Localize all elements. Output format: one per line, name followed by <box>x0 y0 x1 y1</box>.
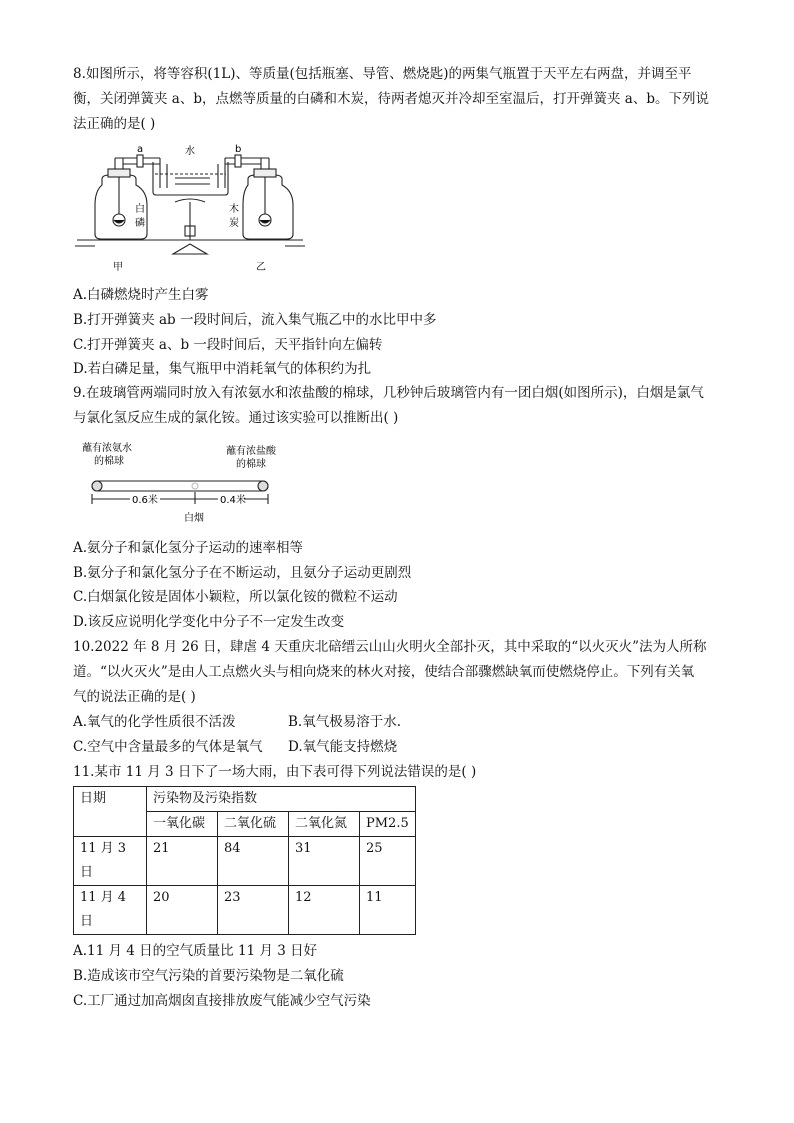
q11-pollution-table <box>73 786 416 935</box>
q11-stem-line1: 11.某市 11 月 3 日下了一场大雨，由下表可得下列说法错误的是( ) <box>73 764 477 780</box>
q9-option-a: A.氨分子和氯化氢分子运动的速率相等 <box>73 540 304 556</box>
q10-option-c: C.空气中含量最多的气体是氧气 <box>73 739 263 755</box>
q10-option-a: A.氧气的化学性质很不活泼 <box>73 714 236 730</box>
q9-fig-dist-left: 0.6米 <box>132 495 158 506</box>
date-line2: 日 <box>80 914 94 929</box>
date-line1: 11 月 3 <box>80 841 127 856</box>
q9-option-d: D.该反应说明化学变化中分子不一定发生改变 <box>73 614 345 630</box>
table-cell: 84 <box>218 837 289 886</box>
table-header-group: 污染物及污染指数 <box>147 787 416 812</box>
q9-option-b: B.氨分子和氯化氢分子在不断运动，且氨分子运动更剧烈 <box>73 565 412 581</box>
q9-glass-tube-figure <box>80 440 280 526</box>
table-cell: 25 <box>360 837 416 886</box>
table-subheader-pm25: PM2.5 <box>360 812 416 837</box>
table-header-date: 日期 <box>74 787 147 837</box>
table-subheader-so2: 二氧化硫 <box>218 812 289 837</box>
q8-option-d: D.若白磷足量，集气瓶甲中消耗氧气的体积约为扎 <box>73 361 372 377</box>
table-row <box>74 837 416 886</box>
q8-stem-line3: 法正确的是( ) <box>73 116 156 132</box>
table-cell: 21 <box>147 837 218 886</box>
q10-stem-line2: 道。“以火灭火”是由人工点燃火头与相向烧来的林火对接，使结合部骤燃缺氧而使燃烧停止。下列有关氧 <box>73 664 695 680</box>
q10-option-b: B.氧气极易溶于水. <box>288 714 402 730</box>
q9-fig-smoke-label: 白烟 <box>184 513 204 524</box>
table-cell-date <box>74 837 147 886</box>
table-cell: 12 <box>289 886 360 935</box>
table-row <box>74 886 416 935</box>
q10-stem-line3: 气的说法正确的是( ) <box>73 689 196 705</box>
q8-stem-line1: 8.如图所示，将等容积(1L)、等质量(包括瓶塞、导管、燃烧匙)的两集气瓶置于天平左右两盘，并调至平 <box>73 66 692 82</box>
q9-fig-right-label2: 的棉球 <box>236 459 266 470</box>
q8-option-a: A.白磷燃烧时产生白雾 <box>73 287 209 303</box>
date-line1: 11 月 4 <box>80 890 127 905</box>
table-cell: 31 <box>289 837 360 886</box>
table-subheader-no2: 二氧化氮 <box>289 812 360 837</box>
q8-option-c: C.打开弹簧夹 a、b 一段时间后，天平指针向左偏转 <box>73 337 383 353</box>
q8-option-b: B.打开弹簧夹 ab 一段时间后，流入集气瓶乙中的水比甲中多 <box>73 312 437 328</box>
table-cell: 20 <box>147 886 218 935</box>
q9-fig-right-label1: 蘸有浓盐酸 <box>226 446 276 457</box>
table-header-row <box>74 787 416 812</box>
q8-fig-label-white1: 白 <box>135 204 145 215</box>
q8-fig-label-white2: 磷 <box>135 218 145 229</box>
date-line2: 日 <box>80 865 94 880</box>
table-cell: 11 <box>360 886 416 935</box>
q8-stem-line2: 衡，关闭弹簧夹 a、b，点燃等质量的白磷和木炭，待两者熄灭并冷却至室温后，打开弹簧夹 a、b。下列说 <box>73 91 709 107</box>
q8-fig-label-yi: 乙 <box>256 262 266 273</box>
q9-fig-left-label2: 的棉球 <box>94 456 124 467</box>
q10-stem-line1: 10.2022 年 8 月 26 日，肆虐 4 天重庆北碚缙云山山火明火全部扑灭，其中采取的“以火灭火”法为人所称 <box>73 639 707 655</box>
q8-fig-label-a: a <box>137 144 144 155</box>
q9-fig-left-label1: 蘸有浓氨水 <box>82 443 132 454</box>
q8-fig-label-wood1: 木 <box>229 204 239 215</box>
q9-option-c: C.白烟氯化铵是固体小颖粒，所以氯化铵的微粒不运动 <box>73 589 398 605</box>
q10-option-d: D.氧气能支持燃烧 <box>288 739 398 755</box>
q8-fig-label-b: b <box>235 144 242 155</box>
q11-option-c: C.工厂通过加高烟囱直接排放废气能减少空气污染 <box>73 993 371 1009</box>
q9-stem-line2: 与氯化氢反应生成的氯化铵。通过该实验可以推断出( ) <box>73 410 399 426</box>
q8-fig-label-jia: 甲 <box>113 262 123 273</box>
q11-option-a: A.11 月 4 日的空气质量比 11 月 3 日好 <box>73 943 318 959</box>
table-cell-date <box>74 886 147 935</box>
q9-fig-dist-right: 0.4米 <box>220 495 246 506</box>
q9-stem-line1: 9.在玻璃管两端同时放入有浓氨水和浓盐酸的棉球，几秒钟后玻璃管内有一团白烟(如图所示)，白烟是氯气 <box>73 385 704 401</box>
table-subheader-co: 一氧化碳 <box>147 812 218 837</box>
q11-option-b: B.造成该市空气污染的首要污染物是二氧化硫 <box>73 968 344 984</box>
table-cell: 23 <box>218 886 289 935</box>
q8-fig-label-water: 水 <box>185 146 195 157</box>
q8-balance-figure <box>75 142 305 274</box>
q8-fig-label-wood2: 炭 <box>229 218 239 229</box>
